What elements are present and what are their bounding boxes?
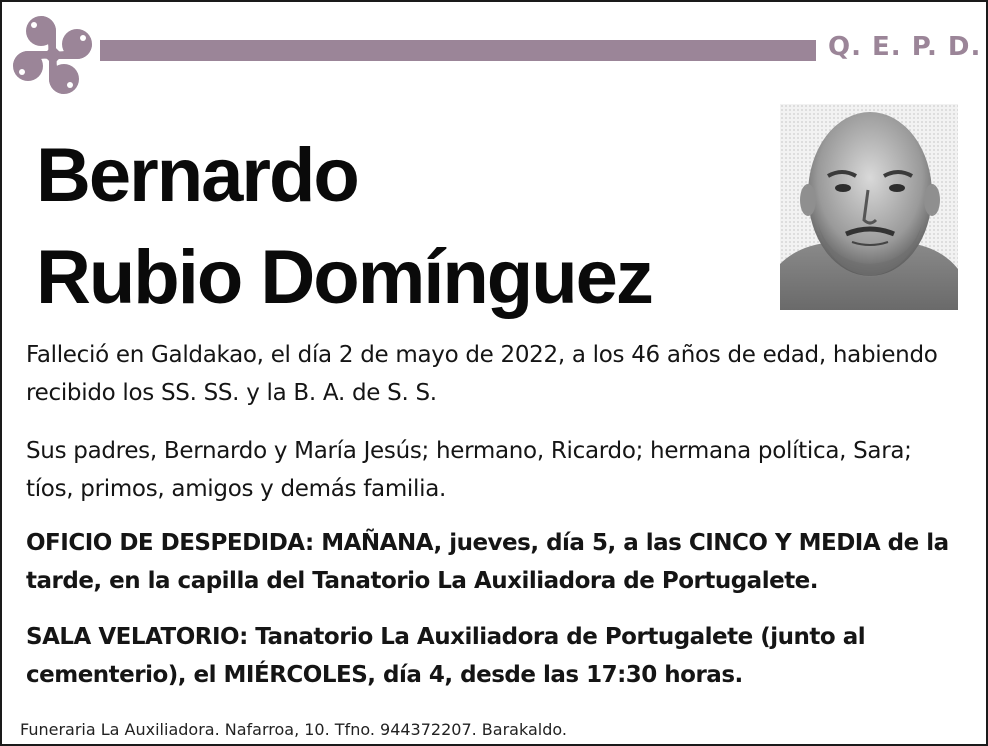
deceased-photo [780,104,958,310]
portrait-image [780,104,958,310]
death-paragraph: Falleció en Galdakao, el día 2 de mayo de 2022, a los 46 años de edad, habiendo recibido los SS. SS. y la B. A. de S. S. [26,342,938,406]
deceased-first-name: Bernardo [36,133,358,218]
service-paragraph: OFICIO DE DESPEDIDA: MAÑANA, jueves, día 5, a las CINCO Y MEDIA de la tarde, en la capilla del Tanatorio La Auxiliadora de Portugalete. [26,530,949,594]
header-bar [100,40,816,61]
lauburu-icon [10,12,96,96]
family-paragraph: Sus padres, Bernardo y María Jesús; hermano, Ricardo; hermana política, Sara; tíos, primos, amigos y demás familia. [26,438,912,502]
funeral-home-footer: Funeraria La Auxiliadora. Nafarroa, 10. Tfno. 944372207. Barakaldo. [20,720,567,739]
qepd-label: Q. E. P. D. [828,32,982,62]
wake-paragraph: SALA VELATORIO: Tanatorio La Auxiliadora de Portugalete (junto al cementerio), el MIÉRCOLES, día 4, desde las 17:30 horas. [26,624,866,688]
deceased-surnames: Rubio Domínguez [36,235,652,320]
